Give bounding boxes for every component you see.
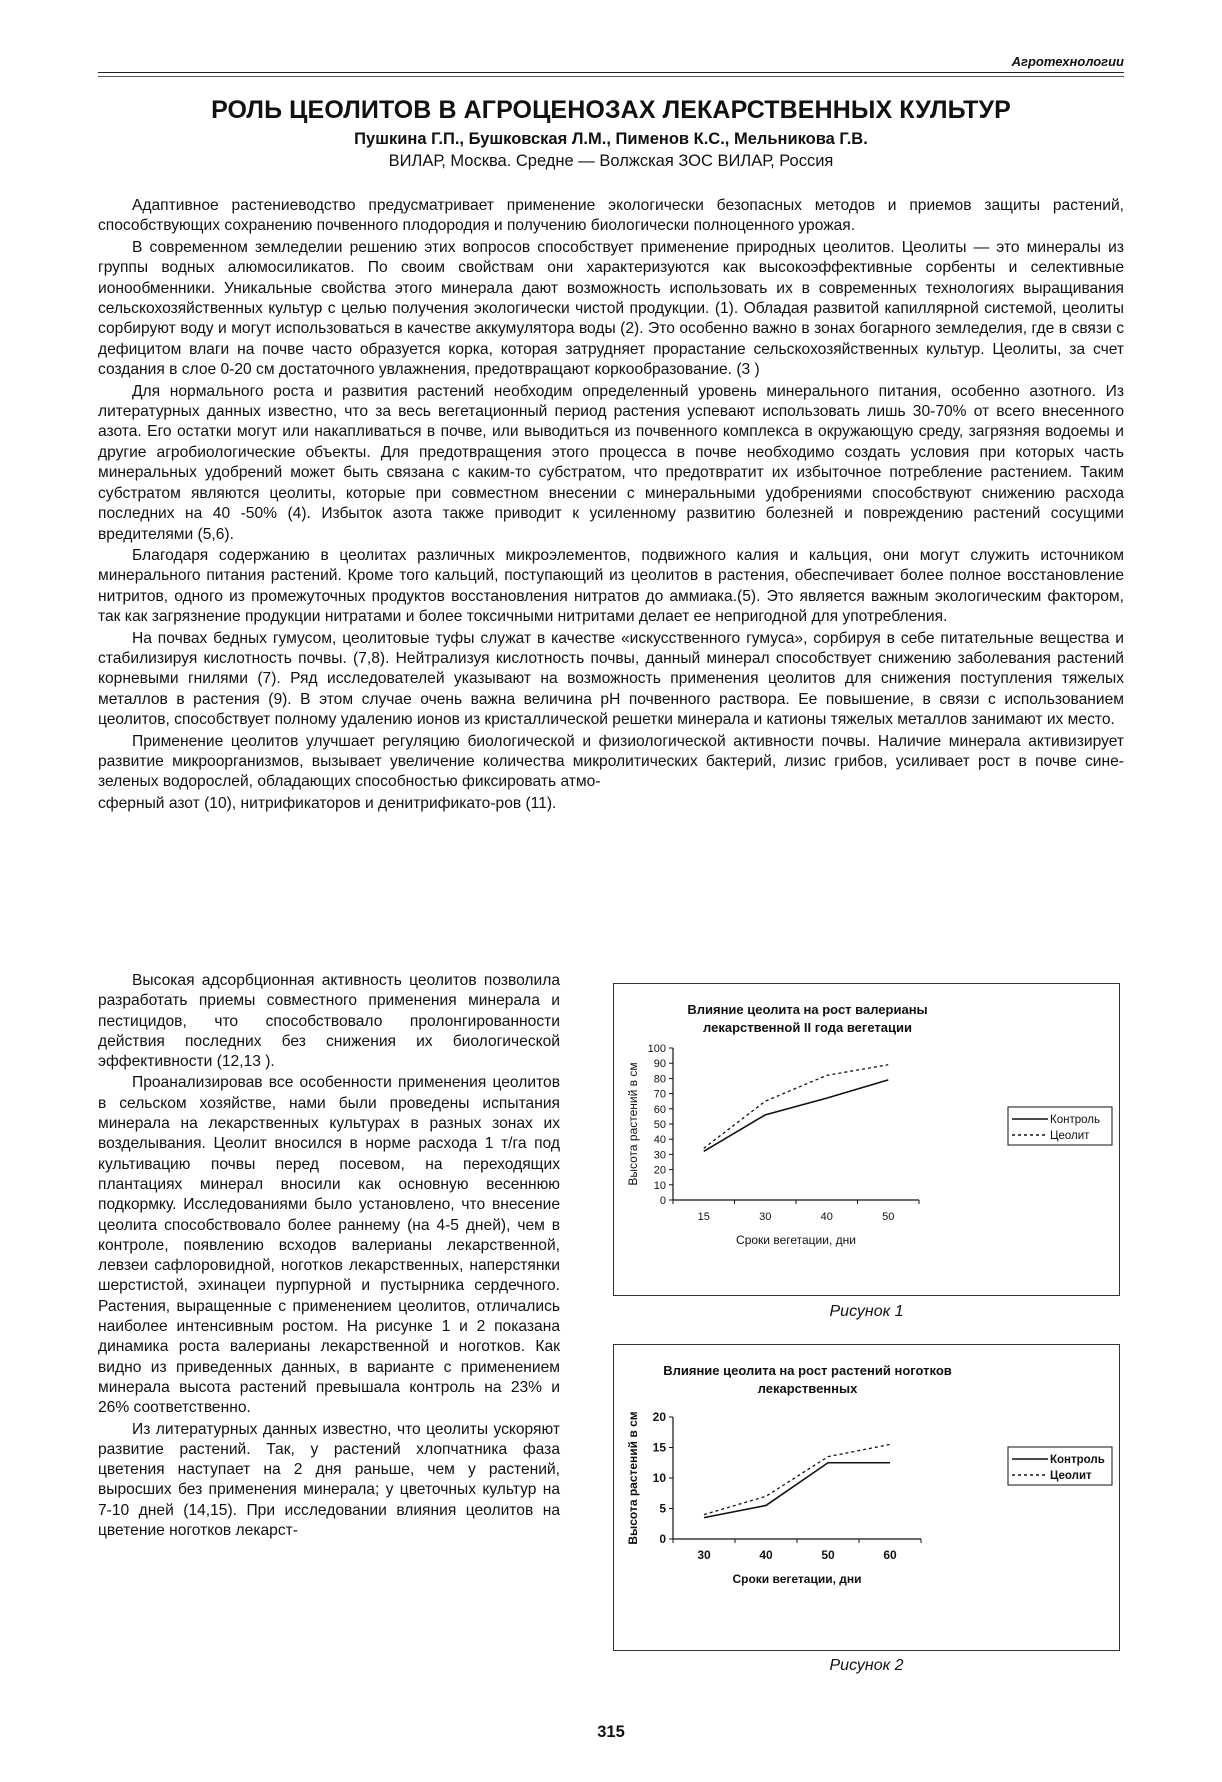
chart-title: Влияние цеолита на рост валерианы — [687, 1002, 928, 1017]
y-tick-label: 10 — [653, 1179, 666, 1192]
y-axis-label: Высота растений в см — [626, 1411, 640, 1545]
paragraph: На почвах бедных гумусом, цеолитовые туфы служат в качестве «искусственного гумуса», сорбируя в себе питательные вещества и стабилизируя кислотность почвы. (7,8). Нейтрализуя кислотность почвы, данный минерал способствует снижению заболевания растений корневыми гнилями (7). Ряд исследователей указывают на возможность применения цеолитов для снижения поступления тяжелых металлов в растения (9). В этом случае очень важна величина рН почвенного раствора. Ее повышение, в связи с использованием цеолитов, способствует полному удалению ионов из кристаллической решетки минерала и катионы тяжелых металлов занимают их место. — [98, 629, 1124, 729]
y-tick-label: 60 — [653, 1103, 666, 1116]
article-affiliation: ВИЛАР, Москва. Средне — Волжская ЗОС ВИЛАР, Россия — [388, 152, 834, 170]
header-rule — [98, 72, 1124, 73]
paragraph: Адаптивное растениеводство предусматривает применение экологически безопасных методов и приемов защиты растений, способствующих сохранению почвенного плодородия и получению биологически полноценного урожая. — [98, 197, 1124, 235]
y-tick-label: 100 — [647, 1043, 666, 1055]
y-tick-label: 50 — [653, 1119, 666, 1131]
chart-title: лекарственной II года вегетации — [703, 1020, 912, 1035]
y-axis-label: Высота растений в см — [626, 1062, 640, 1186]
x-tick-label: 30 — [759, 1211, 772, 1223]
paragraph: Благодаря содержанию в цеолитах различных микроэлементов, подвижного калия и кальция, они могут служить источником минерального питания растений. Кроме того кальций, поступающий из цеолитов в растения, обеспечивает более полное восстановление нитритов, одного из промежуточных продуктов восстановления нитратов до аммиака.(5). Это является важным экологическим фактором, так как загрязнение продукции нитратами и более токсичными нитритами делает ее непригодной для употребления. — [98, 546, 1124, 626]
paragraph: Для нормального роста и развития растений необходим определенный уровень минерального питания, особенно азотного. Из литературных данных известно, что за весь вегетационный период растения успевают использовать лишь 30-70% от всего внесенного азота. Его остатки могут или накапливаться в почве, или выводиться из почвенного комплекса в окружающую среду, загрязняя водоемы и другие агробиологические объекты. Для предотвращения этого процесса в почве необходимо создать условия при которых часть минеральных удобрений может быть связана с каким-то субстратом, что предотвратит их избыточное потребление растением. Таким субстратом являются цеолиты, которые при совместном внесении с минеральными удобрениями способствуют снижению расхода последних на 40 -50% (4). Избыток азота также приводит к усиленному развитию болезней и повреждению растений сосущими вредителями (5,6). — [98, 382, 1124, 543]
chart-title: Влияние цеолита на рост растений ноготков — [663, 1363, 952, 1378]
figure-2 — [613, 1344, 1120, 1651]
y-tick-label: 20 — [652, 1410, 666, 1424]
x-tick-label: 50 — [821, 1548, 835, 1562]
paragraph: Из литературных данных известно, что цеолиты ускоряют развитие растений. Так, у растений хлопчатника фаза цветения наступает на 2 дня раньше, чем у растений, выросших без применения минерала; у цветочных культур на 7-10 дней (14,15). При исследовании влияния цеолитов на цветение ноготков лекарст- — [98, 1420, 560, 1540]
y-tick-label: 40 — [653, 1134, 666, 1147]
series-line-control — [704, 1463, 890, 1518]
body-full-width — [98, 196, 1124, 814]
legend-label: Цеолит — [1050, 1130, 1090, 1142]
x-tick-label: 50 — [882, 1211, 895, 1223]
x-tick-label: 30 — [697, 1548, 711, 1562]
chart-2-svg — [614, 1345, 1121, 1652]
chart-title: лекарственных — [757, 1381, 858, 1396]
x-axis-label: Сроки вегетации, дни — [732, 1572, 862, 1586]
page-number: 315 — [597, 1723, 625, 1741]
y-tick-label: 70 — [653, 1088, 666, 1101]
y-tick-label: 90 — [653, 1058, 666, 1071]
series-line-zeolite — [704, 1444, 890, 1514]
y-tick-label: 30 — [653, 1149, 666, 1162]
y-tick-label: 10 — [652, 1471, 666, 1485]
y-tick-label: 20 — [653, 1164, 666, 1177]
y-tick-label: 15 — [652, 1440, 666, 1455]
y-tick-label: 5 — [659, 1501, 666, 1516]
paragraph: Проанализировав все особенности применения цеолитов в сельском хозяйстве, нами были проведены испытания минерала на лекарственных культурах в разных зонах их возделывания. Цеолит вносился в норме расхода 1 т/га под культивацию почвы перед посевом, на переходящих плантациях минерал вносили как основную весеннюю подкормку. Исследованиями было установлено, что внесение цеолита способствовало более раннему (на 4-5 дней), чем в контроле, появлению всходов валерианы лекарственной, левзеи сафлоровидной, ноготков лекарственных, наперстянки шерстистой, эхинацеи пурпурной и пустырника сердечного. Растения, выращенные с применением цеолитов, отличались наиболее интенсивным ростом. На рисунке 1 и 2 показана динамика роста валерианы лекарственной и ноготков. Как видно из приведенных данных, в варианте с применением минерала высота растений превышала контроль на 23% и 26% соответственно. — [98, 1074, 560, 1417]
x-tick-label: 60 — [883, 1548, 897, 1562]
paragraph-continuation: сферный азот (10), нитрификаторов и денитрификато-ров (11). — [98, 794, 557, 812]
legend-label: Контроль — [1050, 1454, 1105, 1466]
x-tick-label: 15 — [697, 1211, 710, 1223]
y-tick-label: 0 — [659, 1195, 666, 1207]
y-tick-label: 0 — [659, 1532, 666, 1546]
header-rule-thin — [98, 76, 1124, 77]
figure-2-caption: Рисунок 2 — [829, 1657, 904, 1674]
x-tick-label: 40 — [820, 1211, 833, 1223]
paragraph: Применение цеолитов улучшает регуляцию биологической и физиологической активности почвы. Наличие минерала активизирует развитие микроорганизмов, вызывает увеличение количества микролитических бактерий, лизис грибов, усиливает рост в почве сине-зеленых водорослей, обладающих способностью фиксировать атмо- — [98, 732, 1124, 791]
figure-1-caption: Рисунок 1 — [829, 1303, 904, 1320]
series-line-control — [704, 1080, 889, 1151]
article-authors: Пушкина Г.П., Бушковская Л.М., Пименов К.С., Мельникова Г.В. — [354, 130, 868, 148]
x-tick-label: 40 — [759, 1548, 773, 1562]
article-title: РОЛЬ ЦЕОЛИТОВ В АГРОЦЕНОЗАХ ЛЕКАРСТВЕННЫХ КУЛЬТУР — [211, 96, 1011, 124]
chart-1-svg — [614, 984, 1121, 1297]
running-head: Агротехнологии — [1011, 54, 1124, 69]
paragraph: Высокая адсорбционная активность цеолитов позволила разработать приемы совместного применения минерала и пестицидов, что способствовало пролонгированности действия последних без снижения их биологической эффективности (12,13 ). — [98, 972, 560, 1071]
x-axis-label: Сроки вегетации, дни — [736, 1233, 856, 1247]
legend-label: Контроль — [1050, 1114, 1100, 1126]
legend-label: Цеолит — [1050, 1470, 1092, 1482]
figure-1 — [613, 983, 1120, 1296]
y-tick-label: 80 — [653, 1073, 666, 1086]
paragraph: В современном земледелии решению этих вопросов способствует применение природных цеолитов. Цеолиты — это минералы из группы водных алюмосиликатов. По своим свойствам они характеризуются как высокоэффективные сорбенты и селективные ионообменники. Уникальные свойства этого минерала дают возможность использовать их в современных технологиях выращивания сельскохозяйственных культур с целью получения экологически чистой продукции. (1). Обладая развитой капиллярной системой, цеолиты сорбируют воду и могут использоваться в качестве аккумулятора воды (2). Это особенно важно в зонах богарного земледелия, где в связи с дефицитом влаги на почве часто образуется корка, которая затрудняет прорастание сельскохозяйственных культур. Цеолиты, за счет создания в слое 0-20 см достаточного увлажнения, предотвращают коркообразование. (3 ) — [98, 238, 1124, 379]
body-left-column — [98, 971, 560, 1542]
